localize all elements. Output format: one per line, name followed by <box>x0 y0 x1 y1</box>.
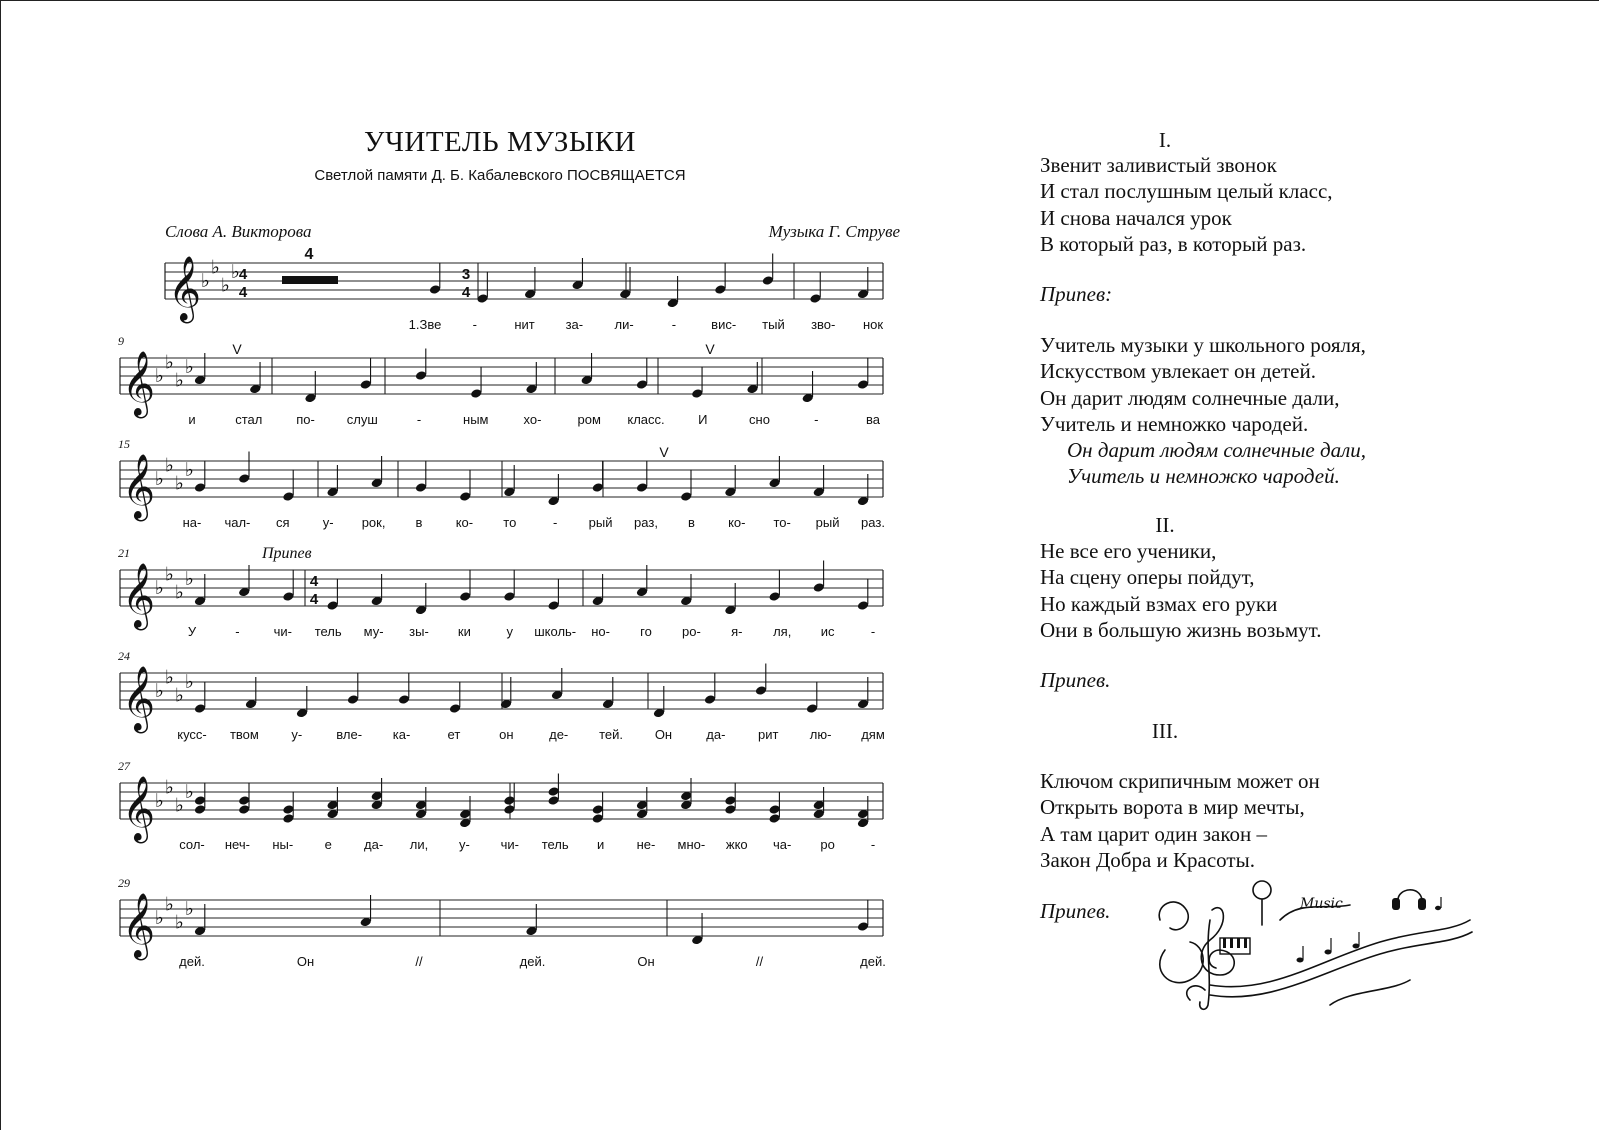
lyric-syllable: вис- <box>711 317 737 332</box>
lyric-syllable: раз. <box>861 515 885 530</box>
lyric-syllable: Он <box>654 727 673 742</box>
lyric-syllable: - <box>671 317 677 332</box>
stanza-3-numeral: III. <box>1151 719 1179 743</box>
stanza-3-line: Ключом скрипичным может он <box>1040 769 1320 793</box>
stanza-1 <box>1040 152 1333 257</box>
stanza-1-numeral: I. <box>1158 128 1172 152</box>
lyric-syllable: // <box>755 954 764 969</box>
lyric-syllable: - <box>870 624 876 639</box>
lyric-syllable: у- <box>322 515 334 530</box>
flat-icon: ♭ <box>165 563 174 586</box>
lyric-syllable: - <box>472 317 477 332</box>
lyric-syllable: дей. <box>860 954 886 969</box>
lyric-syllable: 1.Зве <box>408 317 442 332</box>
lyric-syllable: тей. <box>599 727 624 742</box>
flat-icon: ♭ <box>155 577 164 599</box>
chorus-line: Он дарит людям солнечные дали, <box>1040 385 1340 410</box>
measure-number: 9 <box>118 334 124 348</box>
lyricist-credit: Слова А. Викторова <box>165 222 312 241</box>
lyric-syllable: ис <box>820 624 835 639</box>
lyric-syllable: ным <box>463 412 489 427</box>
flat-icon: ♭ <box>155 680 164 702</box>
flat-icon: ♭ <box>165 454 174 477</box>
lyric-syllable: ко- <box>455 515 474 530</box>
lyric-syllable: му- <box>363 624 384 639</box>
lyric-syllable: стал <box>235 412 263 427</box>
lyric-syllable: но- <box>591 624 610 639</box>
lyric-syllable: ка- <box>392 727 411 742</box>
stanza-1-line: И снова начался урок <box>1040 205 1232 230</box>
chorus-text <box>1040 332 1366 490</box>
stanza-2-line: На сцену оперы пойдут, <box>1040 565 1255 590</box>
flat-icon: ♭ <box>231 261 240 283</box>
lyric-syllable: ро- <box>682 624 701 639</box>
lyric-syllable: зы- <box>409 624 429 639</box>
lyric-syllable: ва <box>866 412 880 427</box>
lyric-syllable: то <box>503 515 517 530</box>
flat-icon: ♭ <box>211 256 220 279</box>
flat-icon: ♭ <box>175 472 184 495</box>
flat-icon: ♭ <box>175 794 184 817</box>
lyric-syllable: по- <box>296 412 315 427</box>
flat-icon: ♭ <box>155 365 164 387</box>
measure-number: 24 <box>118 649 130 663</box>
flat-icon: ♭ <box>175 369 184 392</box>
lyric-syllable: дей. <box>519 954 546 969</box>
stanza-3-line: Открыть ворота в мир мечты, <box>1040 795 1305 820</box>
flat-icon: ♭ <box>185 898 194 920</box>
lyric-syllable: - <box>416 412 422 427</box>
lyric-syllable: тель <box>314 624 342 639</box>
lyric-syllable: ко- <box>728 515 746 530</box>
stanza-1-line: Звенит заливистый звонок <box>1040 153 1277 177</box>
lyric-syllable: нит <box>514 317 535 332</box>
lyric-syllable: - <box>235 624 240 639</box>
lyric-syllable: на- <box>182 515 202 530</box>
lyric-syllable: ро <box>820 837 835 852</box>
lyric-syllable: да- <box>706 727 726 742</box>
lyric-syllable: у- <box>291 727 303 742</box>
flat-icon: ♭ <box>155 790 164 812</box>
lyric-syllable: ки <box>457 624 471 639</box>
time-signature: 4 <box>461 284 471 301</box>
lyric-syllable: хо- <box>523 412 542 427</box>
lyric-syllable: дей. <box>179 954 205 969</box>
lyric-syllable: твом <box>229 727 259 742</box>
lyric-syllable: - <box>553 515 558 530</box>
breath-mark: V <box>705 341 715 357</box>
lyric-syllable: нок <box>862 317 884 332</box>
stanza-3-line: А там царит один закон – <box>1040 821 1267 846</box>
lyric-syllable: ча- <box>773 837 792 852</box>
stanza-2-line: Не все его ученики, <box>1040 539 1217 563</box>
lyric-syllable: чи- <box>500 837 519 852</box>
stanza-1-line: В который раз, в который раз. <box>1040 231 1307 256</box>
lyric-syllable: мно- <box>677 837 706 852</box>
lyric-syllable: - <box>870 837 876 852</box>
music-doodle-icon <box>1150 880 1480 1015</box>
lyric-syllable: тель <box>541 837 569 852</box>
flat-icon: ♭ <box>155 907 164 929</box>
flat-icon: ♭ <box>175 911 184 934</box>
lyric-syllable: да- <box>364 837 384 852</box>
lyric-syllable: неч- <box>224 837 250 852</box>
lyric-syllable: то- <box>773 515 791 530</box>
chorus-label: Припев: <box>1040 282 1113 306</box>
lyric-syllable: У <box>187 624 197 639</box>
lyric-syllable: ля, <box>773 624 792 639</box>
lyric-syllable: ром <box>577 412 601 427</box>
lyric-syllable: тый <box>762 317 785 332</box>
stanza-2-line: Но каждый взмах его руки <box>1040 591 1278 616</box>
lyric-syllable: у- <box>458 837 470 852</box>
measure-number: 27 <box>118 759 130 773</box>
lyric-syllable: го <box>640 624 652 639</box>
lyric-syllable: сол- <box>179 837 205 852</box>
stanza-1-line: И стал послушным целый класс, <box>1040 179 1333 204</box>
lyric-syllable: е <box>324 837 332 852</box>
flat-icon: ♭ <box>185 356 194 378</box>
flat-icon: ♭ <box>185 781 194 803</box>
measure-number: 29 <box>118 876 130 890</box>
lyric-syllable: я- <box>731 624 743 639</box>
flat-icon: ♭ <box>175 684 184 707</box>
lyric-syllable: раз, <box>634 515 658 530</box>
lyric-syllable: // <box>415 954 423 969</box>
time-signature: 4 <box>238 266 248 283</box>
time-signature: 4 <box>309 573 319 590</box>
flat-icon: ♭ <box>185 671 194 693</box>
measure-number: 15 <box>118 437 130 451</box>
time-signature: 3 <box>461 266 471 283</box>
treble-clef-icon: 𝄞 <box>122 893 156 958</box>
stanza-2-line: Они в большую жизнь возьмут. <box>1040 617 1322 642</box>
treble-clef-icon: 𝄞 <box>122 776 156 841</box>
lyric-syllable: рый <box>588 515 613 530</box>
chorus-repeat-line: Учитель и немножко чародей. <box>1067 464 1340 489</box>
multirest-count: 4 <box>304 246 314 263</box>
lyric-syllable: жко <box>725 837 748 852</box>
chorus-ref-3: Припев. <box>1040 899 1111 923</box>
lyric-syllable: Он <box>637 954 655 969</box>
lyric-syllable: кусс- <box>177 727 207 742</box>
breath-mark: V <box>659 444 669 460</box>
lyric-syllable: рый <box>815 515 840 530</box>
lyric-syllable: в <box>687 515 695 530</box>
treble-clef-icon: 𝄞 <box>122 351 156 416</box>
composer-credit: Музыка Г. Струве <box>768 222 900 241</box>
chorus-line: Учитель музыки у школьного рояля, <box>1040 333 1366 357</box>
dedication: Светлой памяти Д. Б. Кабалевского ПОСВЯЩАЕТСЯ <box>314 167 686 184</box>
lyric-syllable: школь- <box>534 624 577 639</box>
flat-icon: ♭ <box>165 351 174 374</box>
flat-icon: ♭ <box>185 568 194 590</box>
lyric-syllable: вле- <box>336 727 363 742</box>
lyric-syllable: рок, <box>361 515 386 530</box>
lyric-syllable: у <box>506 624 514 639</box>
stanza-2 <box>1040 538 1322 643</box>
lyric-syllable: и <box>188 412 196 427</box>
lyric-syllable: ны- <box>272 837 294 852</box>
flat-icon: ♭ <box>165 666 174 689</box>
lyric-syllable: в <box>415 515 423 530</box>
flat-icon: ♭ <box>155 468 164 490</box>
lyric-syllable: ли- <box>614 317 634 332</box>
flat-icon: ♭ <box>185 459 194 481</box>
treble-clef-icon: 𝄞 <box>168 256 202 321</box>
stanza-3 <box>1040 768 1320 873</box>
lyric-syllable: ся <box>276 515 290 530</box>
lyric-syllable: де- <box>549 727 569 742</box>
lyric-syllable: чал- <box>224 515 251 530</box>
lyric-syllable: чи- <box>273 624 292 639</box>
lyric-syllable: дям <box>861 727 885 742</box>
flat-icon: ♭ <box>165 893 174 916</box>
lyric-syllable: ет <box>447 727 461 742</box>
flat-icon: ♭ <box>165 776 174 799</box>
song-title: УЧИТЕЛЬ МУЗЫКИ <box>364 126 636 158</box>
flat-icon: ♭ <box>201 270 210 292</box>
treble-clef-icon: 𝄞 <box>122 666 156 731</box>
time-signature: 4 <box>238 284 248 301</box>
lyric-syllable: он <box>499 727 514 742</box>
lyric-syllable: рит <box>758 727 779 742</box>
decor-word: Music <box>1300 896 1343 912</box>
section-label: Припев <box>262 545 312 562</box>
lyric-syllable: сно <box>749 412 770 427</box>
lyric-syllable: ли, <box>409 837 429 852</box>
lyric-syllable: - <box>814 412 819 427</box>
lyric-syllable: не- <box>636 837 656 852</box>
chorus-line: Искусством увлекает он детей. <box>1040 359 1316 384</box>
flat-icon: ♭ <box>175 581 184 604</box>
stanza-3-line: Закон Добра и Красоты. <box>1040 847 1255 872</box>
lyric-syllable: класс. <box>627 412 665 427</box>
flat-icon: ♭ <box>221 274 230 297</box>
stanza-2-numeral: II. <box>1155 513 1175 537</box>
chorus-repeat-line: Он дарит людям солнечные дали, <box>1067 438 1367 463</box>
lyric-syllable: лю- <box>809 727 832 742</box>
multirest-bar <box>282 276 338 284</box>
treble-clef-icon: 𝄞 <box>122 454 156 519</box>
lyric-syllable: Он <box>296 954 315 969</box>
treble-clef-icon: 𝄞 <box>122 563 156 628</box>
breath-mark: V <box>232 341 242 357</box>
lyric-syllable: слуш <box>346 412 378 427</box>
time-signature: 4 <box>309 591 319 608</box>
lyric-syllable: зво- <box>811 317 836 332</box>
lyric-syllable: за- <box>565 317 584 332</box>
lyric-syllable: и <box>596 837 605 852</box>
chorus-line: Учитель и немножко чародей. <box>1040 411 1309 436</box>
measure-number: 21 <box>118 546 130 560</box>
lyric-syllable: И <box>698 412 708 427</box>
chorus-ref-2: Припев. <box>1040 668 1111 692</box>
